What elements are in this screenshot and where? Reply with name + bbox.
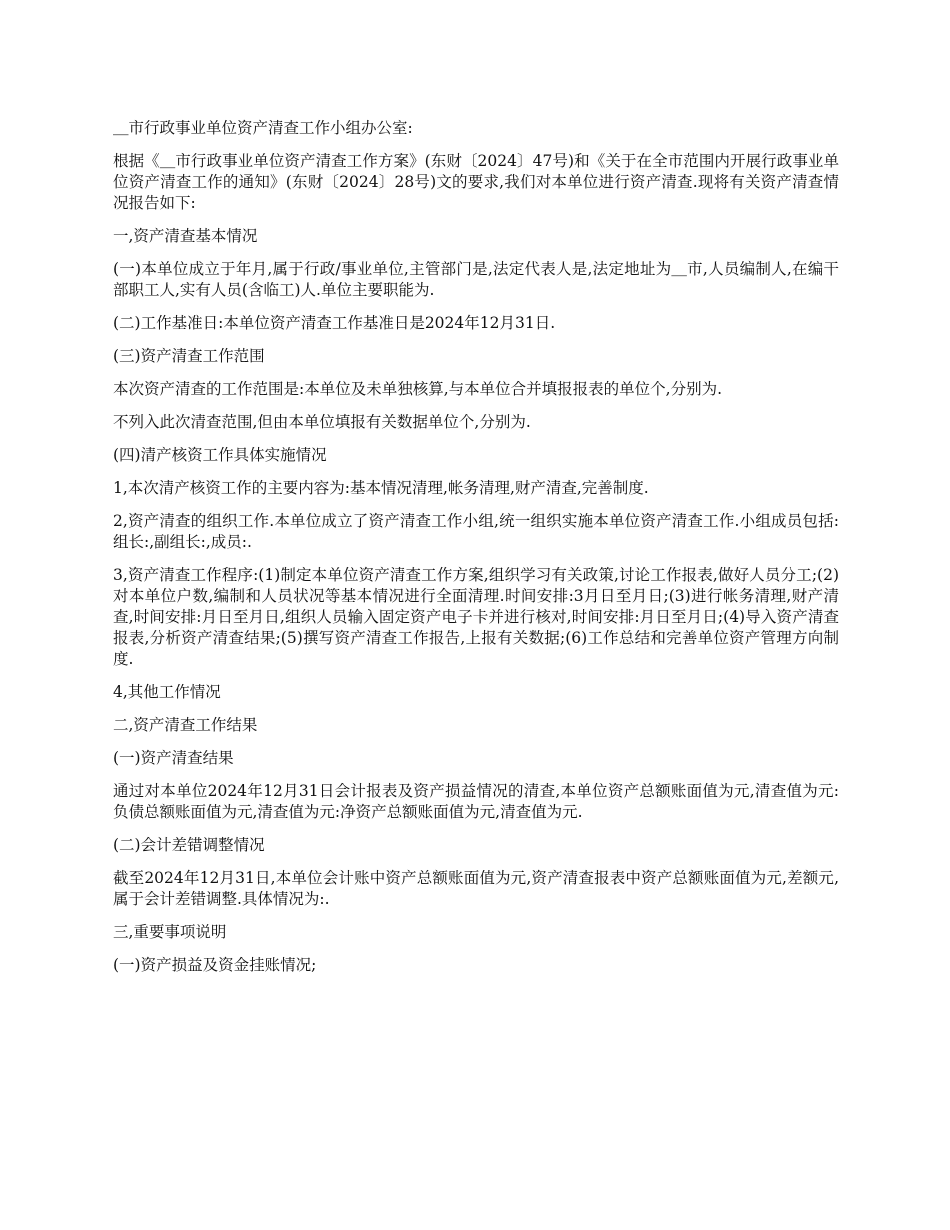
- paragraph-excluded-scope: 不列入此次清查范围,但由本单位填报有关数据单位个,分别为.: [113, 413, 531, 431]
- subheading-asset-gains-losses: (一)资产损益及资金挂账情况;: [113, 956, 317, 974]
- addressee-line: ＿市行政事业单位资产清查工作小组办公室:: [113, 119, 413, 137]
- section-heading-basic-info: 一,资产清查基本情况: [113, 227, 258, 245]
- intro-paragraph: 根据《＿市行政事业单位资产清查工作方案》(东财〔2024〕47号)和《关于在全市范围内开展行政事业单位资产清查工作的通知》(东财〔2024〕28号)文的要求,我们对本单位进行资产清查.现将有关资产清查情况报告如下:: [113, 152, 839, 212]
- paragraph-error-adjustment: 截至2024年12月31日,本单位会计账中资产总额账面值为元,资产清查报表中资产总额账面值为元,差额元,属于会计差错调整.具体情况为:.: [113, 869, 839, 908]
- document-page: [113, 118, 839, 988]
- subheading-error-adjustment: (二)会计差错调整情况: [113, 836, 265, 854]
- section-heading-results: 二,资产清查工作结果: [113, 716, 258, 734]
- paragraph-base-date: (二)工作基准日:本单位资产清查工作基准日是2024年12月31日.: [113, 314, 556, 332]
- paragraph-check-results: 通过对本单位2024年12月31日会计报表及资产损益情况的清查,本单位资产总额账面值为元,清查值为元:负债总额账面值为元,清查值为元:净资产总额账面值为元,清查值为元.: [113, 782, 839, 821]
- paragraph-other-work: 4,其他工作情况: [113, 683, 221, 701]
- paragraph-main-content: 1,本次清产核资工作的主要内容为:基本情况清理,帐务清理,财产清查,完善制度.: [113, 479, 649, 497]
- subheading-scope: (三)资产清查工作范围: [113, 347, 265, 365]
- paragraph-scope: 本次资产清查的工作范围是:本单位及未单独核算,与本单位合并填报报表的单位个,分别为.: [113, 380, 723, 398]
- paragraph-procedure: 3,资产清查工作程序:(1)制定本单位资产清查工作方案,组织学习有关政策,讨论工作报表,做好人员分工;(2)对本单位户数,编制和人员状况等基本情况进行全面清理.时间安排:3月日至月日;(3)进行帐务清理,财产清查,时间安排:月日至月日,组织人员输入固定资产电子卡并进行核对,时间安排:月日至月日;(4)导入资产清查报表,分析资产清查结果;(5)撰写资产清查工作报告,上报有关数据;(6)工作总结和完善单位资产管理方向制度.: [113, 566, 839, 668]
- paragraph-unit-info: (一)本单位成立于年月,属于行政/事业单位,主管部门是,法定代表人是,法定地址为＿市,人员编制人,在编干部职工人,实有人员(含临工)人.单位主要职能为.: [113, 260, 839, 299]
- subheading-implementation: (四)清产核资工作具体实施情况: [113, 446, 327, 464]
- subheading-check-results: (一)资产清查结果: [113, 749, 234, 767]
- section-heading-important-matters: 三,重要事项说明: [113, 923, 227, 941]
- paragraph-organization: 2,资产清查的组织工作.本单位成立了资产清查工作小组,统一组织实施本单位资产清查工作.小组成员包括:组长:,副组长:,成员:.: [113, 512, 839, 551]
